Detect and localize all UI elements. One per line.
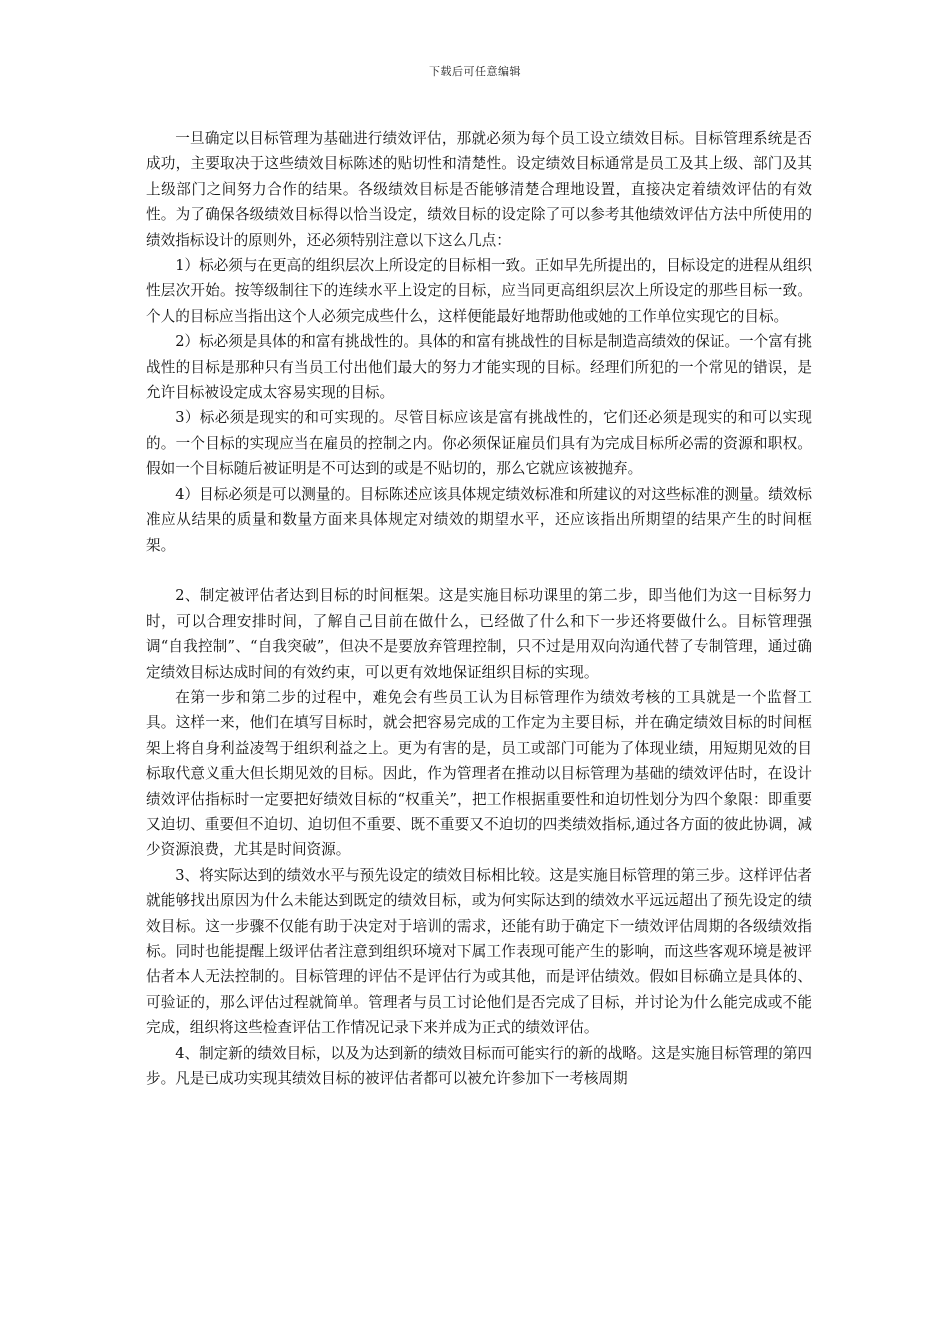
document-body — [146, 126, 812, 1091]
paragraph-point-3: 3）标必须是现实的和可实现的。尽管目标应该是富有挑战性的，它们还必须是现实的和可以实现的。一个目标的实现应当在雇员的控制之内。你必须保证雇员们具有为完成目标所必需的资源和职权。假如一个目标随后被证明是不可达到的或是不贴切的，那么它就应该被抛弃。 — [146, 409, 812, 478]
paragraph-point-1: 1）标必须与在更高的组织层次上所设定的目标相一致。正如早先所提出的，目标设定的进程从组织性层次开始。按等级制往下的连续水平上设定的目标，应当同更高组织层次上所设定的那些目标一致。个人的目标应当指出这个人必须完成些什么，这样便能最好地帮助他或她的工作单位实现它的目标。 — [146, 257, 813, 325]
paragraph-point-4: 4）目标必须是可以测量的。目标陈述应该具体规定绩效标准和所建议的对这些标准的测量。绩效标准应从结果的质量和数量方面来具体规定对绩效的期望水平，还应该指出所期望的结果产生的时间框架。 — [146, 485, 813, 554]
paragraph-steps-discussion: 在第一步和第二步的过程中，难免会有些员工认为目标管理作为绩效考核的工具就是一个监督工具。这样一来，他们在填写目标时，就会把容易完成的工作定为主要目标，并在确定绩效目标的时间框架上将自身利益凌驾于组织利益之上。更为有害的是，员工或部门可能为了体现业绩，用短期见效的目标取代意义重大但长期见效的目标。因此，作为管理者在推动以目标管理为基础的绩效评估时，在设计绩效评估指标时一定要把好绩效目标的“权重关”，把工作根据重要性和迫切性划分为四个象限：即重要又迫切、重要但不迫切、迫切但不重要、既不重要又不迫切的四类绩效指标,通过各方面的彼此协调，减少资源浪费，尤其是时间资源。 — [146, 688, 812, 859]
page-header: 下载后可任意编辑 — [429, 65, 521, 78]
paragraph-point-2: 2）标必须是具体的和富有挑战性的。具体的和富有挑战性的目标是制造高绩效的保证。一个富有挑战性的目标是那种只有当员工付出他们最大的努力才能实现的目标。经理们所犯的一个常见的错误，是允许目标被设定成太容易实现的目标。 — [146, 333, 813, 402]
paragraph-step-2: 2、制定被评估者达到目标的时间框架。这是实施目标功课里的第二步，即当他们为这一目标努力时，可以合理安排时间，了解自己目前在做什么，已经做了什么和下一步还将要做什么。目标管理强调“自我控制”、“自我突破”，但决不是要放弃管理控制，只不过是用双向沟通代替了专制管理，通过确定绩效目标达成时间的有效约束，可以更有效地保证组织目标的实现。 — [146, 587, 812, 681]
paragraph-step-3: 3、将实际达到的绩效水平与预先设定的绩效目标相比较。这是实施目标管理的第三步。这样评估者就能够找出原因为什么未能达到既定的绩效目标，或为何实际达到的绩效水平远远超出了预先设定的绩效目标。这一步骤不仅能有助于决定对于培训的需求，还能有助于确定下一绩效评估周期的各级绩效指标。同时也能提醒上级评估者注意到组织环境对下属工作表现可能产生的影响，而这些客观环境是被评估者本人无法控制的。目标管理的评估不是评估行为或其他，而是评估绩效。假如目标确立是具体的、可验证的，那么评估过程就简单。管理者与员工讨论他们是否完成了目标，并讨论为什么能完成或不能完成，组织将这些检查评估工作情况记录下来并成为正式的绩效评估。 — [146, 866, 813, 1037]
paragraph-step-4: 4、制定新的绩效目标，以及为达到新的绩效目标而可能实行的新的战略。这是实施目标管理的第四步。凡是已成功实现其绩效目标的被评估者都可以被允许参加下一考核周期 — [146, 1044, 813, 1088]
paragraph-intro: 一旦确定以目标管理为基础进行绩效评估，那就必须为每个员工设立绩效目标。目标管理系统是否成功，主要取决于这些绩效目标陈述的贴切性和清楚性。设定绩效目标通常是员工及其上级、部门及其上级部门之间努力合作的结果。各级绩效目标是否能够清楚合理地设置，直接决定着绩效评估的有效性。为了确保各级绩效目标得以恰当设定，绩效目标的设定除了可以参考其他绩效评估方法中所使用的绩效指标设计的原则外，还必须特别注意以下这么几点： — [146, 130, 812, 249]
